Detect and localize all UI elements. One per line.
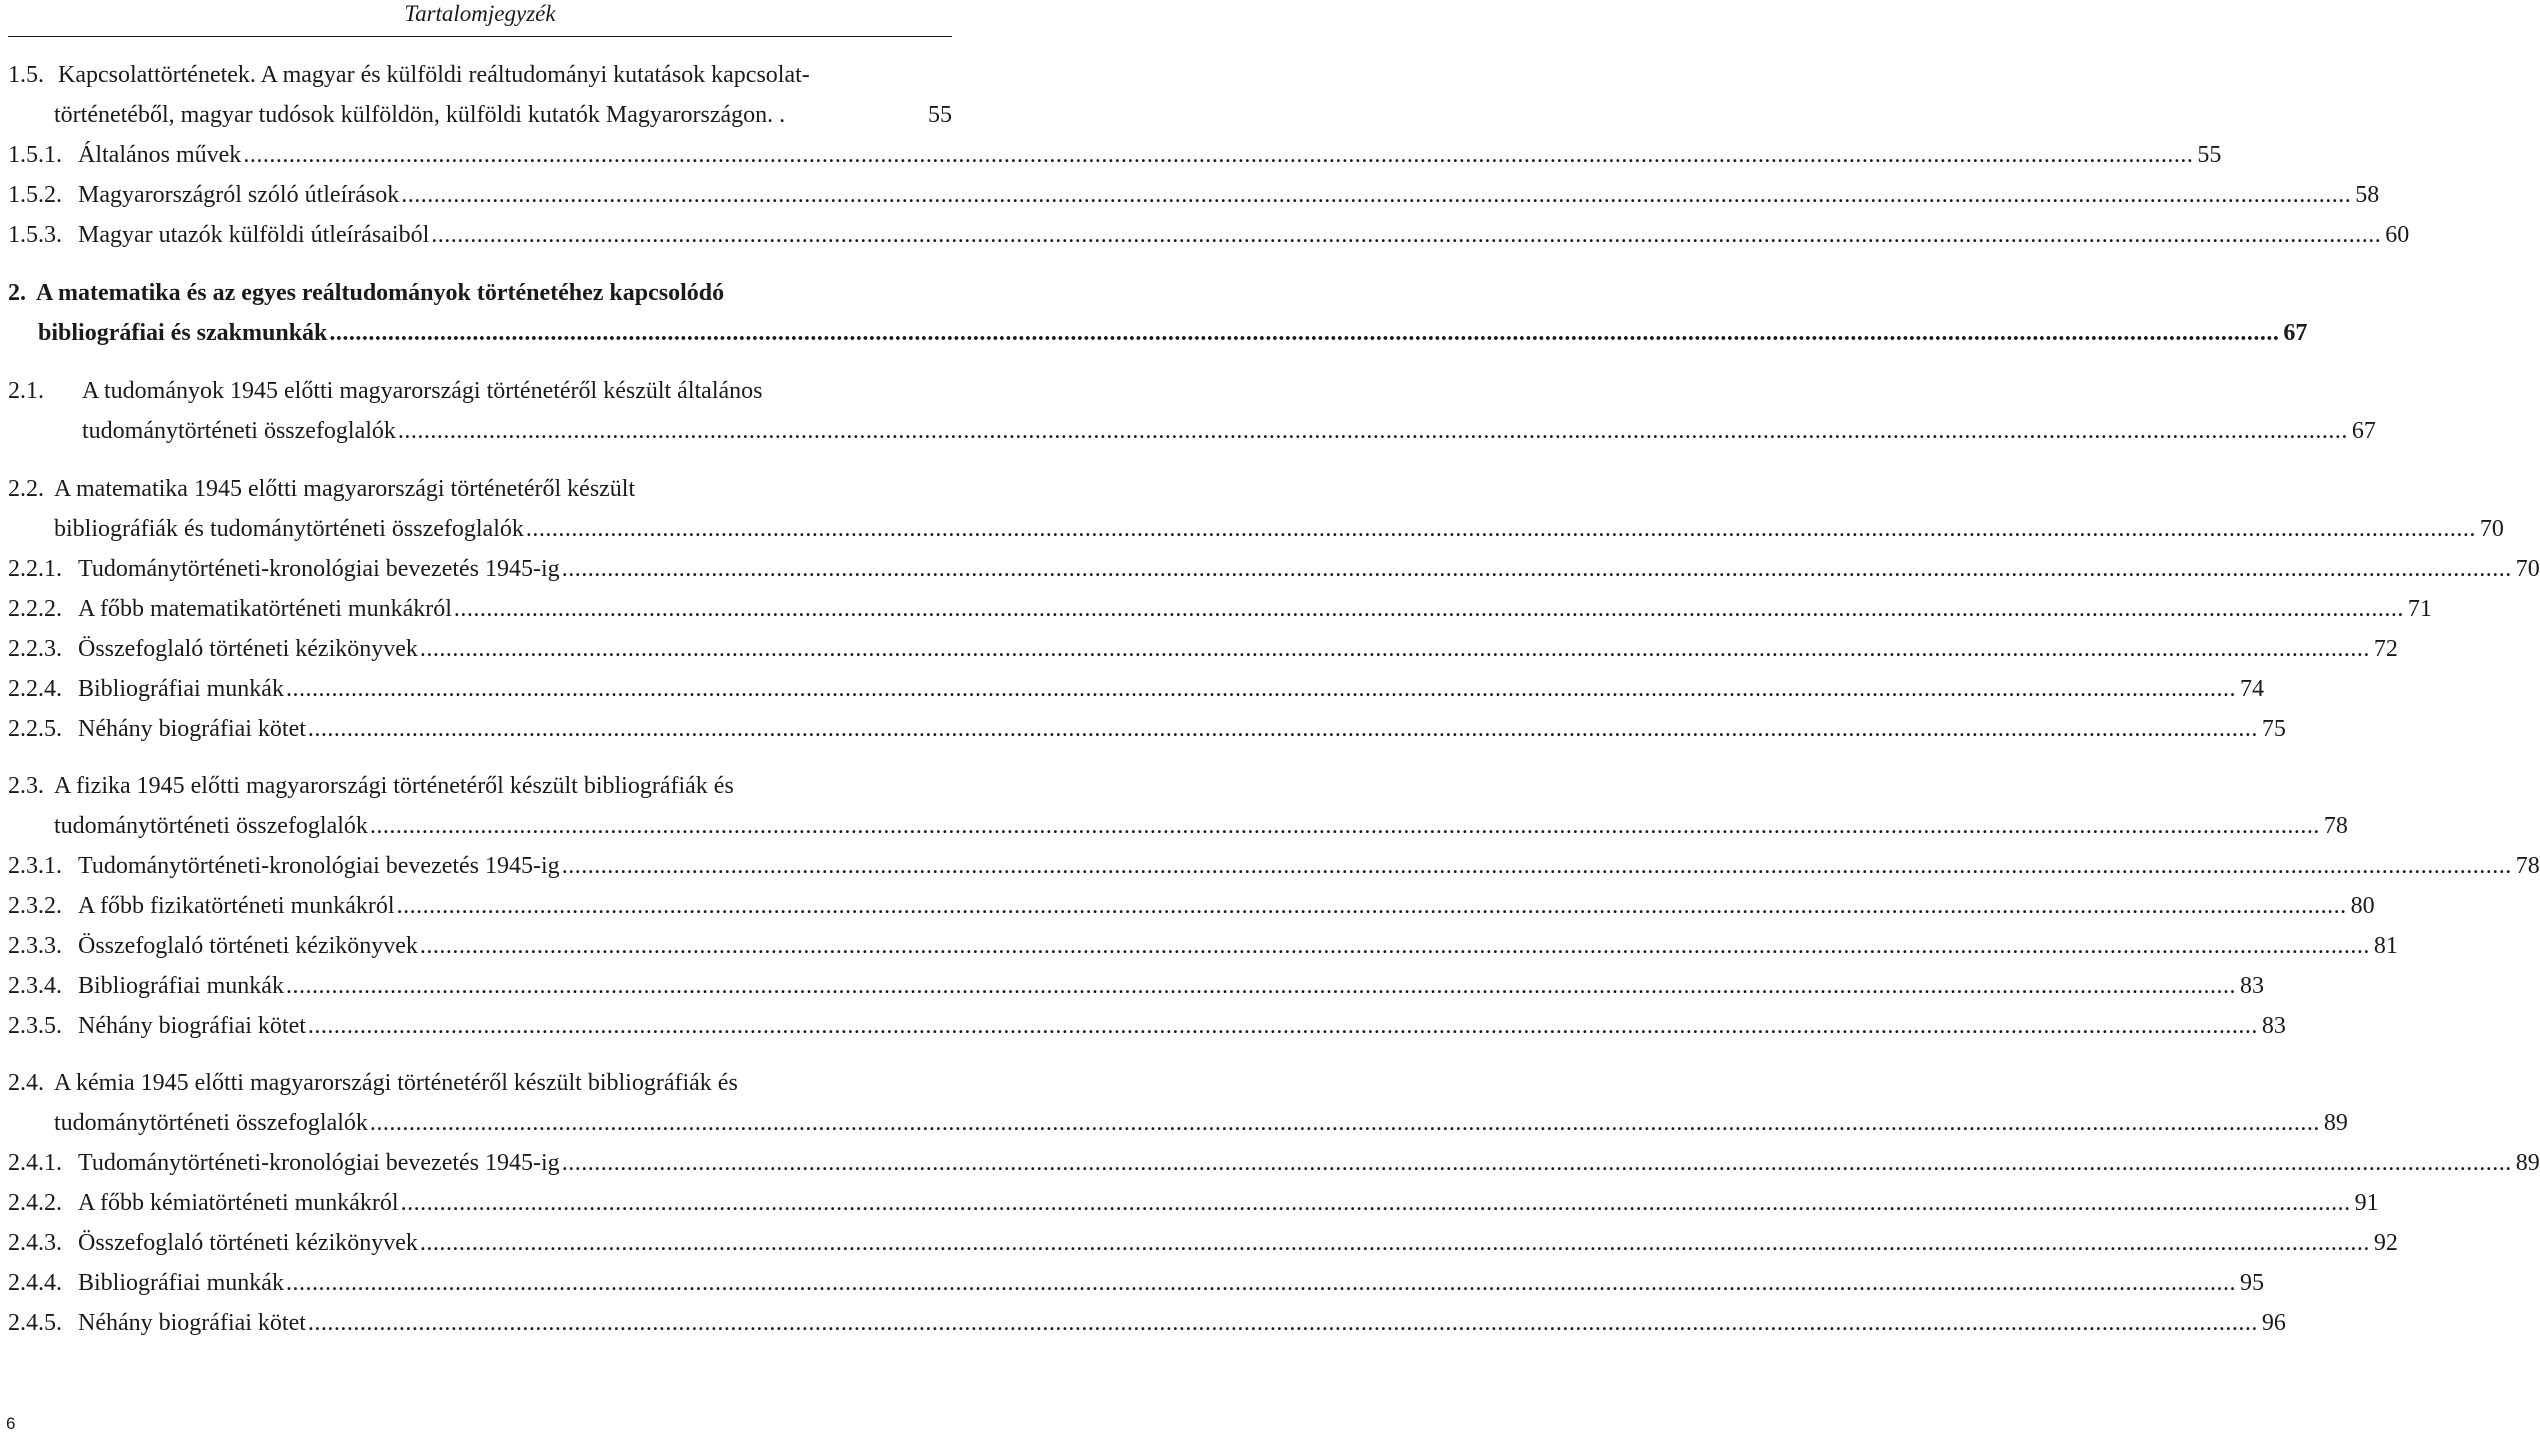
toc-entry-number: 1.5.	[8, 62, 44, 88]
toc-entry-title: Összefoglaló történeti kézikönyvek	[78, 933, 418, 959]
toc-entry-page: 67	[2351, 418, 2376, 444]
toc-entry-title: Általános művek	[78, 142, 242, 168]
toc-entry-title: Tudománytörténeti-kronológiai bevezetés 1945-ig	[78, 1150, 560, 1176]
toc-entry-title: tudománytörténeti összefoglalók	[54, 1110, 368, 1136]
toc-dot-leader: ............................................................................................................................................................................................................................................................................................................	[419, 636, 2370, 662]
toc-entry-title: bibliográfiai és szakmunkák	[38, 320, 328, 346]
toc-entry-page: 58	[2355, 182, 2380, 208]
toc-entry-number: 2.4.	[8, 1070, 44, 1096]
toc-entry	[8, 1223, 2398, 1263]
toc-entry	[8, 371, 952, 411]
toc-dot-leader: ............................................................................................................................................................................................................................................................................................................	[400, 1190, 2351, 1216]
toc-entry	[8, 469, 952, 509]
toc-entry-title: Tudománytörténeti-kronológiai bevezetés 1945-ig	[78, 556, 560, 582]
page-number: 6	[6, 1414, 16, 1433]
toc-dot-leader: ............................................................................................................................................................................................................................................................................................................	[285, 676, 2236, 702]
toc-entry-page: 91	[2354, 1190, 2379, 1216]
toc-dot-leader: ............................................................................................................................................................................................................................................................................................................	[431, 222, 2382, 248]
toc-entry	[38, 313, 2308, 353]
page-header-title: Tartalomjegyzék	[404, 1, 556, 26]
toc-entry-number: 1.5.2.	[8, 182, 62, 208]
toc-entry-page: 80	[2350, 893, 2375, 919]
toc-dot-leader: ............................................................................................................................................................................................................................................................................................................	[397, 418, 2348, 444]
toc-entry-page: 75	[2261, 716, 2286, 742]
toc-entry-number: 2.3.5.	[8, 1013, 62, 1039]
toc-dot-leader: ............................................................................................................................................................................................................................................................................................................	[561, 556, 2512, 582]
toc-dot-leader: ............................................................................................................................................................................................................................................................................................................	[396, 893, 2347, 919]
toc-entry-number: 2.2.2.	[8, 596, 62, 622]
toc-entry-number: 2.4.2.	[8, 1190, 62, 1216]
toc-entry	[8, 215, 2410, 255]
toc-entry-page: 78	[2515, 853, 2540, 879]
toc-entry-page: 55	[928, 102, 952, 128]
toc-entry-number: 2.3.3.	[8, 933, 62, 959]
toc-dot-leader: ............................................................................................................................................................................................................................................................................................................	[307, 1013, 2258, 1039]
toc-entry-title: Néhány biográfiai kötet	[78, 716, 306, 742]
toc-entry	[8, 135, 2222, 175]
toc-entry-title: Tudománytörténeti-kronológiai bevezetés 1945-ig	[78, 853, 560, 879]
toc-dot-leader: ............................................................................................................................................................................................................................................................................................................	[307, 1310, 2258, 1336]
toc-entry-title: Bibliográfiai munkák	[78, 1270, 284, 1296]
toc-dot-leader: ............................................................................................................................................................................................................................................................................................................	[561, 853, 2512, 879]
toc-entry	[8, 886, 2375, 926]
toc-dot-leader: ............................................................................................................................................................................................................................................................................................................	[329, 320, 2280, 346]
toc-entry	[8, 55, 952, 95]
toc-entry-title: Néhány biográfiai kötet	[78, 1310, 306, 1336]
toc-entry-page: 83	[2261, 1013, 2286, 1039]
toc-entry-title: Összefoglaló történeti kézikönyvek	[78, 636, 418, 662]
toc-entry-page: 70	[2479, 516, 2504, 542]
toc-entry-number: 2.3.1.	[8, 853, 62, 879]
toc-entry-title: A tudományok 1945 előtti magyarországi történetéről készült általános	[82, 378, 763, 404]
toc-entry-title: tudománytörténeti összefoglalók	[82, 418, 396, 444]
toc-dot-leader: ............................................................................................................................................................................................................................................................................................................	[285, 1270, 2236, 1296]
toc-entry	[8, 669, 2264, 709]
toc-entry	[8, 589, 2432, 629]
toc-entry-title: bibliográfiák és tudománytörténeti összefoglalók	[54, 516, 524, 542]
toc-entry-number: 2.4.3.	[8, 1230, 62, 1256]
toc-dot-leader: ............................................................................................................................................................................................................................................................................................................	[307, 716, 2258, 742]
toc-dot-leader: ............................................................................................................................................................................................................................................................................................................	[525, 516, 2476, 542]
toc-entry	[8, 1303, 2286, 1343]
toc-entry	[8, 926, 2398, 966]
toc-entry-page: 67	[2283, 320, 2308, 346]
toc-entry	[8, 966, 2264, 1006]
toc-entry-number: 2.2.4.	[8, 676, 62, 702]
toc-entry-title: Bibliográfiai munkák	[78, 973, 284, 999]
toc-entry-title: történetéből, magyar tudósok külföldön, külföldi kutatók Magyarországon. .	[54, 102, 786, 128]
toc-entry-title: Magyarországról szóló útleírások	[78, 182, 400, 208]
toc-entry-title: Néhány biográfiai kötet	[78, 1013, 306, 1039]
toc-dot-leader: ............................................................................................................................................................................................................................................................................................................	[285, 973, 2236, 999]
toc-dot-leader: ............................................................................................................................................................................................................................................................................................................	[369, 813, 2320, 839]
toc-entry-number: 2.4.1.	[8, 1150, 62, 1176]
toc-entry-title: A főbb kémiatörténeti munkákról	[78, 1190, 399, 1216]
toc-entry	[8, 1006, 2286, 1046]
toc-entry	[8, 1263, 2264, 1303]
toc-dot-leader: ............................................................................................................................................................................................................................................................................................................	[419, 933, 2370, 959]
toc-entry	[8, 175, 2380, 215]
toc-entry-title: A fizika 1945 előtti magyarországi történetéről készült bibliográfiák és	[54, 773, 734, 799]
toc-entry	[82, 411, 2376, 451]
toc-entry-title: Kapcsolattörténetek. A magyar és külföldi reáltudományi kutatások kapcsolat-	[58, 62, 810, 88]
toc-entry-page: 72	[2373, 636, 2398, 662]
toc-entry-page: 95	[2239, 1270, 2264, 1296]
toc-entry-number: 1.5.1.	[8, 142, 62, 168]
toc-entry	[8, 1183, 2379, 1223]
toc-entry-title: tudománytörténeti összefoglalók	[54, 813, 368, 839]
toc-dot-leader: ............................................................................................................................................................................................................................................................................................................	[369, 1110, 2320, 1136]
toc-entry-page: 71	[2407, 596, 2432, 622]
toc-entry-number: 2.1.	[8, 378, 44, 404]
toc-entry-number: 2.3.2.	[8, 893, 62, 919]
toc-dot-leader: ............................................................................................................................................................................................................................................................................................................	[243, 142, 2194, 168]
toc-entry-number: 2.	[8, 280, 26, 306]
toc-entry-page: 55	[2197, 142, 2222, 168]
toc-entry-title: A kémia 1945 előtti magyarországi történetéről készült bibliográfiák és	[54, 1070, 738, 1096]
toc-entry-page: 74	[2239, 676, 2264, 702]
toc-entry-title: A matematika és az egyes reáltudományok történetéhez kapcsolódó	[36, 280, 725, 306]
toc-dot-leader: ............................................................................................................................................................................................................................................................................................................	[401, 182, 2352, 208]
toc-entry-number: 2.2.3.	[8, 636, 62, 662]
toc-entry-number: 2.2.1.	[8, 556, 62, 582]
toc-entry-title: Bibliográfiai munkák	[78, 676, 284, 702]
toc-entry-page: 89	[2515, 1150, 2540, 1176]
toc-entry-number: 2.2.5.	[8, 716, 62, 742]
toc-dot-leader: ............................................................................................................................................................................................................................................................................................................	[419, 1230, 2370, 1256]
toc-entry-title: A főbb matematikatörténeti munkákról	[78, 596, 452, 622]
toc-entry-title: A főbb fizikatörténeti munkákról	[78, 893, 395, 919]
toc-entry-number: 2.3.4.	[8, 973, 62, 999]
toc-entry	[8, 1063, 952, 1103]
toc-entry	[54, 1103, 2348, 1143]
toc-entry-number: 2.4.5.	[8, 1310, 62, 1336]
toc-entry-title: Magyar utazók külföldi útleírásaiból	[78, 222, 430, 248]
toc-entry	[8, 766, 952, 806]
toc-entry	[8, 273, 952, 313]
toc-dot-leader: ............................................................................................................................................................................................................................................................................................................	[453, 596, 2404, 622]
toc-entry	[8, 709, 2286, 749]
toc-entry-title: Összefoglaló történeti kézikönyvek	[78, 1230, 418, 1256]
toc-entry	[8, 549, 2540, 589]
toc-entry	[8, 846, 2540, 886]
toc-entry	[54, 509, 2504, 549]
toc-entry-page: 60	[2385, 222, 2410, 248]
toc-entry-page: 89	[2323, 1110, 2348, 1136]
toc-dot-leader: ............................................................................................................................................................................................................................................................................................................	[561, 1150, 2512, 1176]
toc-entry-number: 2.4.4.	[8, 1270, 62, 1296]
toc-entry	[8, 1143, 2540, 1183]
toc-entry-title: A matematika 1945 előtti magyarországi történetéről készült	[54, 476, 636, 502]
toc-entry	[54, 95, 952, 135]
toc-entry-number: 2.3.	[8, 773, 44, 799]
toc-entry	[8, 629, 2398, 669]
toc-entry-page: 96	[2261, 1310, 2286, 1336]
toc-entry-page: 83	[2239, 973, 2264, 999]
toc-entry-number: 1.5.3.	[8, 222, 62, 248]
toc-entry-page: 81	[2373, 933, 2398, 959]
toc-entry-number: 2.2.	[8, 476, 44, 502]
toc-entry-page: 92	[2373, 1230, 2398, 1256]
toc-entry	[54, 806, 2348, 846]
toc-entry-page: 78	[2323, 813, 2348, 839]
toc-entry-page: 70	[2515, 556, 2540, 582]
